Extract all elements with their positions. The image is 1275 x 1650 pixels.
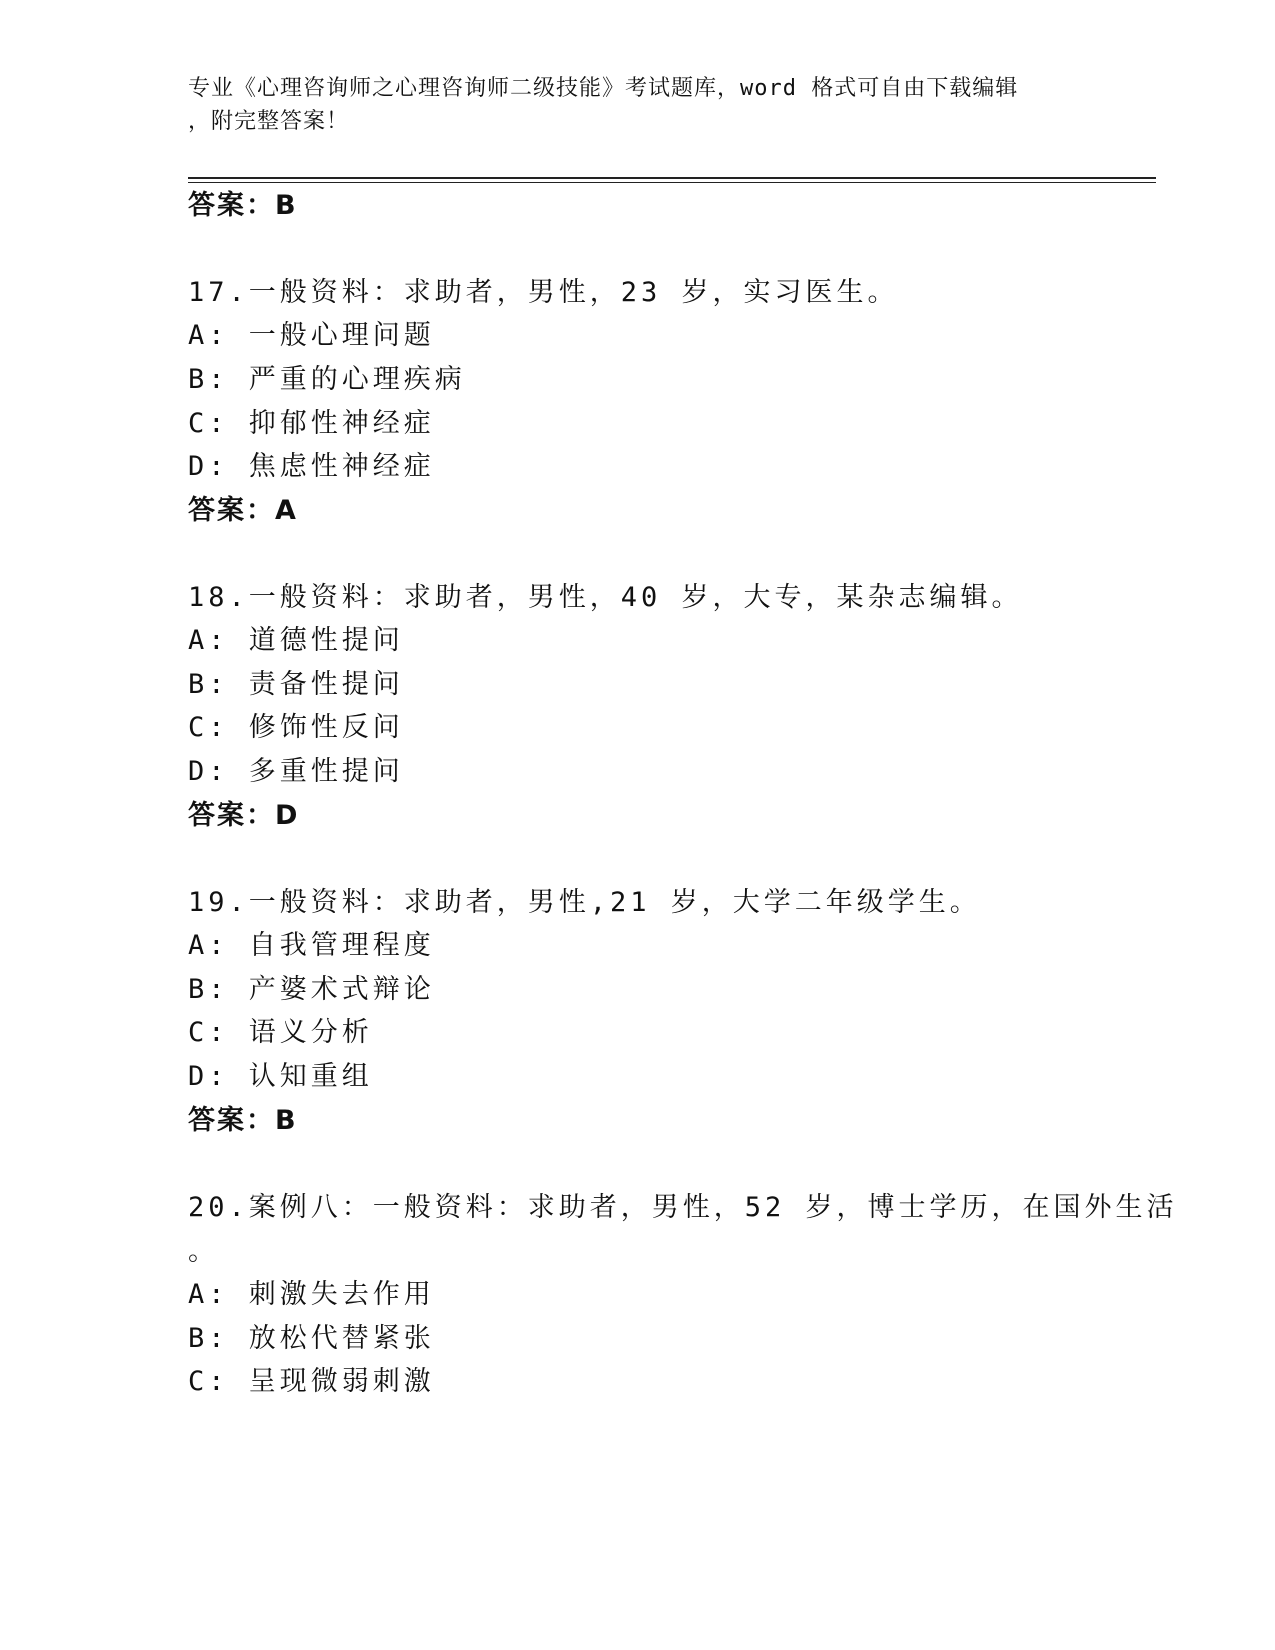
header-line-1: 专业《心理咨询师之心理咨询师二级技能》考试题库，word 格式可自由下载编辑 xyxy=(188,76,1019,101)
question-20-option-c: C: 呈现微弱刺激 xyxy=(188,1366,435,1397)
header-rule-thin xyxy=(188,182,1156,183)
question-19-answer: 答案：B xyxy=(188,1105,298,1136)
answer-previous: 答案：B xyxy=(188,190,298,221)
question-17-option-b: B: 严重的心理疾病 xyxy=(188,364,466,395)
question-17-option-a: A: 一般心理问题 xyxy=(188,320,435,351)
header-line-2: ，附完整答案！ xyxy=(188,109,350,134)
question-17-option-c: C: 抑郁性神经症 xyxy=(188,408,435,439)
question-18-option-c: C: 修饰性反问 xyxy=(188,712,404,743)
document-header xyxy=(188,72,1068,138)
question-20-stem: 20.案例八：一般资料：求助者，男性，52 岁，博士学历，在国外生活 xyxy=(188,1192,1178,1223)
question-18-answer: 答案：D xyxy=(188,800,300,831)
header-rule-thick xyxy=(188,177,1156,179)
question-19-option-a: A: 自我管理程度 xyxy=(188,930,435,961)
question-18-option-d: D: 多重性提问 xyxy=(188,756,404,787)
question-18-option-b: B: 责备性提问 xyxy=(188,669,404,700)
question-18-stem: 18.一般资料：求助者，男性，40 岁，大专，某杂志编辑。 xyxy=(188,582,1023,613)
question-20-option-a: A: 刺激失去作用 xyxy=(188,1279,435,1310)
question-19-option-d: D: 认知重组 xyxy=(188,1061,373,1092)
question-19-option-c: C: 语义分析 xyxy=(188,1017,373,1048)
question-19-stem: 19.一般资料：求助者，男性,21 岁，大学二年级学生。 xyxy=(188,887,981,918)
question-18-option-a: A: 道德性提问 xyxy=(188,625,404,656)
question-20-stem-continuation: 。 xyxy=(188,1236,215,1267)
question-20-option-b: B: 放松代替紧张 xyxy=(188,1323,435,1354)
question-17-option-d: D: 焦虑性神经症 xyxy=(188,451,435,482)
question-19-option-b: B: 产婆术式辩论 xyxy=(188,974,435,1005)
question-17-stem: 17.一般资料：求助者，男性，23 岁，实习医生。 xyxy=(188,277,899,308)
question-17-answer: 答案：A xyxy=(188,495,298,526)
